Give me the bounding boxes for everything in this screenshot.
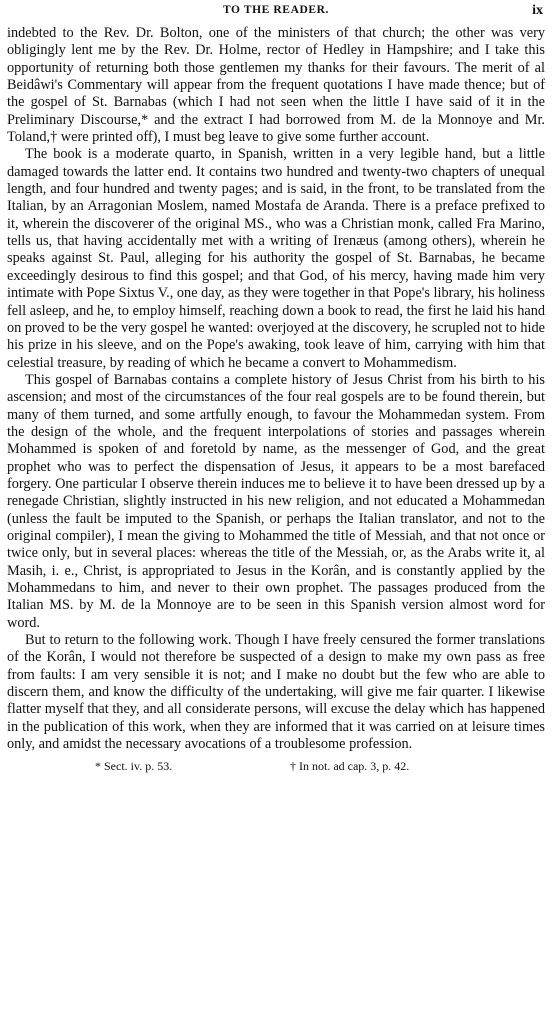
running-title: TO THE READER. [222,4,330,16]
page-number: ix [532,3,543,18]
body-text [7,25,545,753]
footnote-2: † In not. ad cap. 3, p. 42. [290,759,410,774]
paragraph-continued: indebted to the Rev. Dr. Bolton, one of the ministers of that church; the other was very obligingly lent me by the Rev. Dr. Holme, rector of Hedley in Hampshire; and I take this opportunity of returning both those gentlemen my thanks for their favours. The merit of al Beidâwi's Commentary will appear from the frequent quotations I have made thence; but of the gospel of St. Barnabas (which I had not seen when the little I have said of it in the Preliminary Discourse,* and the extract I had borrowed from M. de la Monnoye and Mr. Toland,† were printed off), I must beg leave to give some further account. [7,25,545,146]
paragraph-return-to-work: But to return to the following work. Though I have freely censured the former translations of the Korân, I would not therefore be suspected of a design to make my own pass as free from faults: I am very sensible it is not; and I make no doubt but the few who are able to discern them, and know the difficulty of the undertaking, will give me fair quarter. I likewise flatter myself that they, and all considerate persons, will excuse the delay which has happened in the publication of this work, when they are informed that it was carried on at leisure times only, and amidst the necessary avocations of a troublesome profession. [7,632,545,753]
paragraph-book-description: The book is a moderate quarto, in Spanish, written in a very legible hand, but a little damaged towards the latter end. It contains two hundred and twenty-two chapters of unequal length, and four hundred and twenty pages; and is said, in the front, to be translated from the Italian, by an Arragonian Moslem, named Mostafa de Aranda. There is a preface prefixed to it, wherein the discoverer of the original MS., who was a Christian monk, called Fra Marino, tells us, that having accidentally met with a writing of Irenæus (among others), wherein he speaks against St. Paul, alleging for his authority the gospel of St. Barnabas, he became exceedingly desirous to find this gospel; and that God, of his mercy, having made him very intimate with Pope Sixtus V., one day, as they were together in that Pope's library, his holiness fell asleep, and he, to employ himself, reaching down a book to read, the first he laid his hand on proved to be the very gospel he wanted: overjoyed at the discovery, he scrupled not to hide his prize in his sleeve, and on the Pope's awaking, took leave of him, carrying with him that celestial treasure, by reading of which he became a convert to Mohammedism. [7,146,545,371]
footnote-1: * Sect. iv. p. 53. [95,759,173,774]
running-head [7,4,545,24]
paragraph-gospel-of-barnabas: This gospel of Barnabas contains a complete history of Jesus Christ from his birth to his ascension; and most of the circumstances of the four real gospels are to be found therein, but many of them turned, and some artfully enough, to favour the Mohammedan system. From the design of the whole, and the frequent interpolations of stories and passages wherein Mohammed is spoken of and foretold by name, as the messenger of God, and the great prophet who was to perfect the dispensation of Jesus, it appears to be a most barefaced forgery. One particular I observe therein induces me to believe it to have been dressed up by a renegade Christian, slightly instructed in his new religion, and not educated a Mohammedan (unless the fault be imputed to the Spanish, or perhaps the Italian translator, and not to the original compiler), I mean the giving to Mohammed the title of Messiah, and that not once or twice only, but in several places: whereas the title of the Messiah, or, as the Arabs write it, al Masih, i. e., Christ, is appropriated to Jesus in the Korân, and is constantly applied by the Mohammedans to him, and never to their own prophet. The passages produced from the Italian MS. by M. de la Monnoye are to be seen in this Spanish version almost word for word. [7,371,545,631]
